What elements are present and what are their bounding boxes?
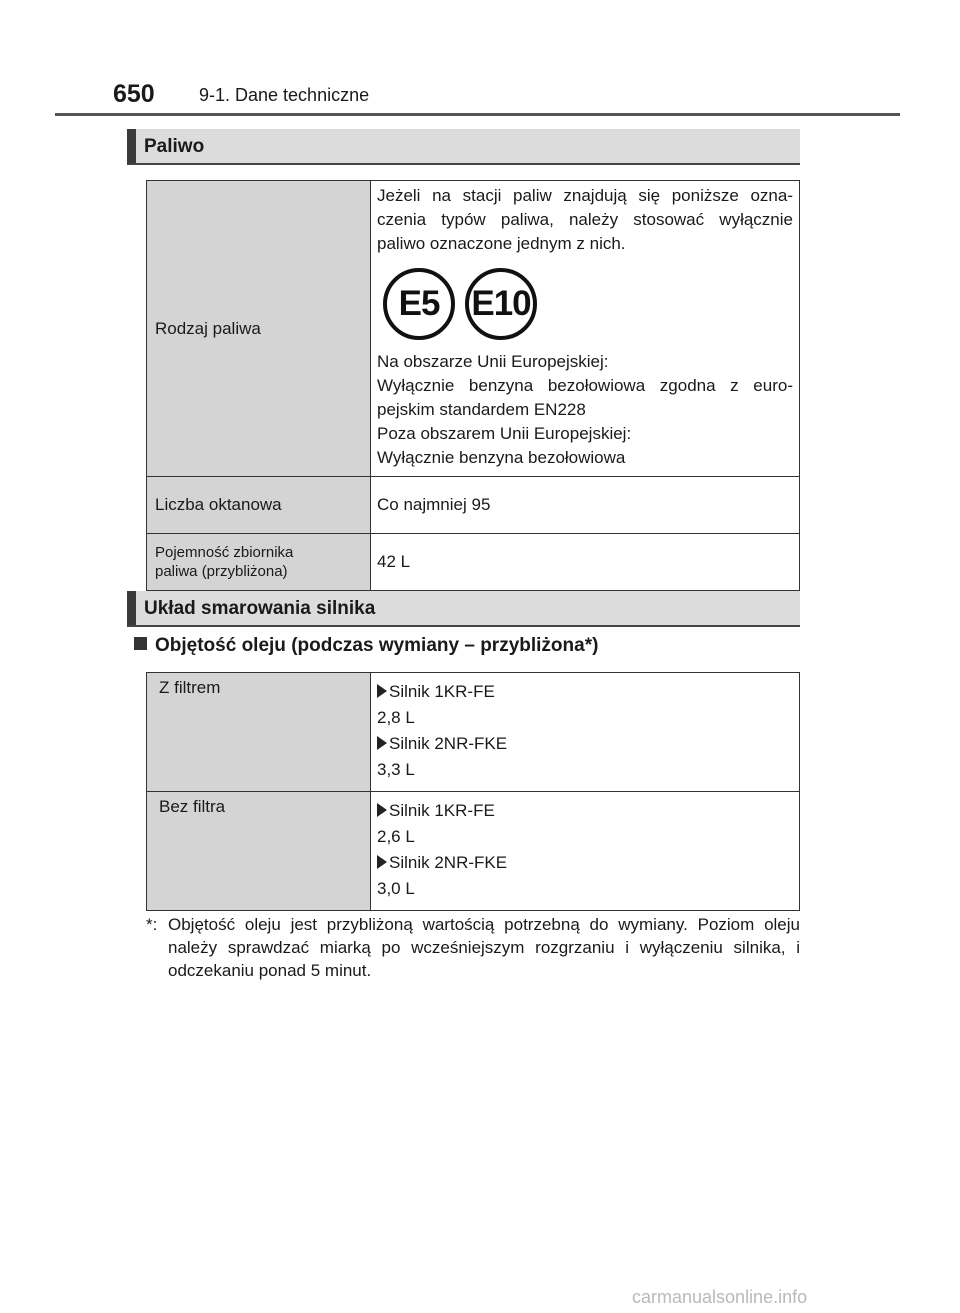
- oil-volume-table: [146, 672, 800, 911]
- bullet-square-icon: [134, 637, 147, 650]
- table-row: [147, 477, 800, 534]
- triangle-bullet-icon: [377, 736, 387, 750]
- table-row: [147, 181, 800, 477]
- chapter-title: 9-1. Dane techniczne: [199, 85, 370, 105]
- oil-volume-subheading: [134, 634, 598, 658]
- engine-line: [377, 798, 793, 824]
- engine-line: [377, 731, 793, 757]
- table-row: [147, 673, 800, 792]
- table-row: [147, 792, 800, 911]
- oil-volume: 3,0 L: [377, 879, 415, 898]
- section-title: Paliwo: [144, 136, 205, 157]
- fuel-detail-line: Na obszarze Unii Europejskiej:: [377, 352, 609, 371]
- fuel-detail-line: Poza obszarem Unii Europejskiej:: [377, 424, 632, 443]
- footnote-text: Objętość oleju jest przybliżoną wartością potrzebną do wymiany. Poziom oleju należy sprawdzać miarką po wcześniejszym rozgrzaniu i wyłączeniu silnika, i odczekaniu ponad 5 minut.: [168, 915, 800, 980]
- engine-name: Silnik 1KR-FE: [389, 682, 495, 701]
- section-marker: [127, 129, 136, 163]
- e10-fuel-label: E10: [465, 268, 537, 340]
- oil-volume: 2,6 L: [377, 827, 415, 846]
- row-key-octane: Liczba oktanowa: [147, 477, 371, 534]
- triangle-bullet-icon: [377, 684, 387, 698]
- e5-fuel-label: E5: [383, 268, 455, 340]
- fuel-spec-table: [146, 180, 800, 591]
- section-heading-lubrication: [127, 591, 800, 627]
- fuel-intro-line: Jeżeli na stacji paliw znajdują się poniższe ozna-: [377, 186, 793, 205]
- fuel-intro-line: paliwo oznaczone jednym z nich.: [377, 234, 626, 253]
- fuel-detail-line: Wyłącznie benzyna bezołowiowa zgodna z euro-: [377, 376, 793, 395]
- row-value-fuel-type: [371, 181, 800, 477]
- footnote-marker: *:: [146, 915, 158, 934]
- engine-line: [377, 679, 793, 705]
- oil-volume: 2,8 L: [377, 708, 415, 727]
- triangle-bullet-icon: [377, 803, 387, 817]
- fuel-detail-line: Wyłącznie benzyna bezołowiowa: [377, 448, 626, 467]
- section-marker: [127, 591, 136, 625]
- oil-volume: 3,3 L: [377, 760, 415, 779]
- fuel-intro-line: czenia typów paliwa, należy stosować wyłącznie: [377, 210, 793, 229]
- tank-key-line: Pojemność zbiornika: [155, 544, 294, 561]
- engine-name: Silnik 2NR-FKE: [389, 734, 508, 753]
- subheading-text: Objętość oleju (podczas wymiany – przybliżona*): [155, 635, 599, 656]
- row-key-without-filter: Bez filtra: [147, 792, 371, 911]
- row-key-tank: [147, 534, 371, 591]
- row-value-tank: 42 L: [371, 534, 800, 591]
- fuel-label-logos: [377, 256, 793, 350]
- page-number: 650: [113, 80, 155, 108]
- row-value-octane: Co najmniej 95: [371, 477, 800, 534]
- header-rule: [55, 113, 900, 116]
- triangle-bullet-icon: [377, 855, 387, 869]
- fuel-detail-line: pejskim standardem EN228: [377, 400, 586, 419]
- table-row: [147, 534, 800, 591]
- watermark: carmanualsonline.info: [632, 1287, 808, 1307]
- row-key-with-filter: Z filtrem: [147, 673, 371, 792]
- footnote: [146, 913, 800, 982]
- engine-line: [377, 850, 793, 876]
- row-value-with-filter: [371, 673, 800, 792]
- section-title: Układ smarowania silnika: [144, 598, 376, 619]
- section-heading-fuel: [127, 129, 800, 165]
- tank-key-line: paliwa (przybliżona): [155, 563, 288, 580]
- engine-name: Silnik 2NR-FKE: [389, 853, 508, 872]
- row-value-without-filter: [371, 792, 800, 911]
- engine-name: Silnik 1KR-FE: [389, 801, 495, 820]
- row-key-fuel-type: Rodzaj paliwa: [147, 181, 371, 477]
